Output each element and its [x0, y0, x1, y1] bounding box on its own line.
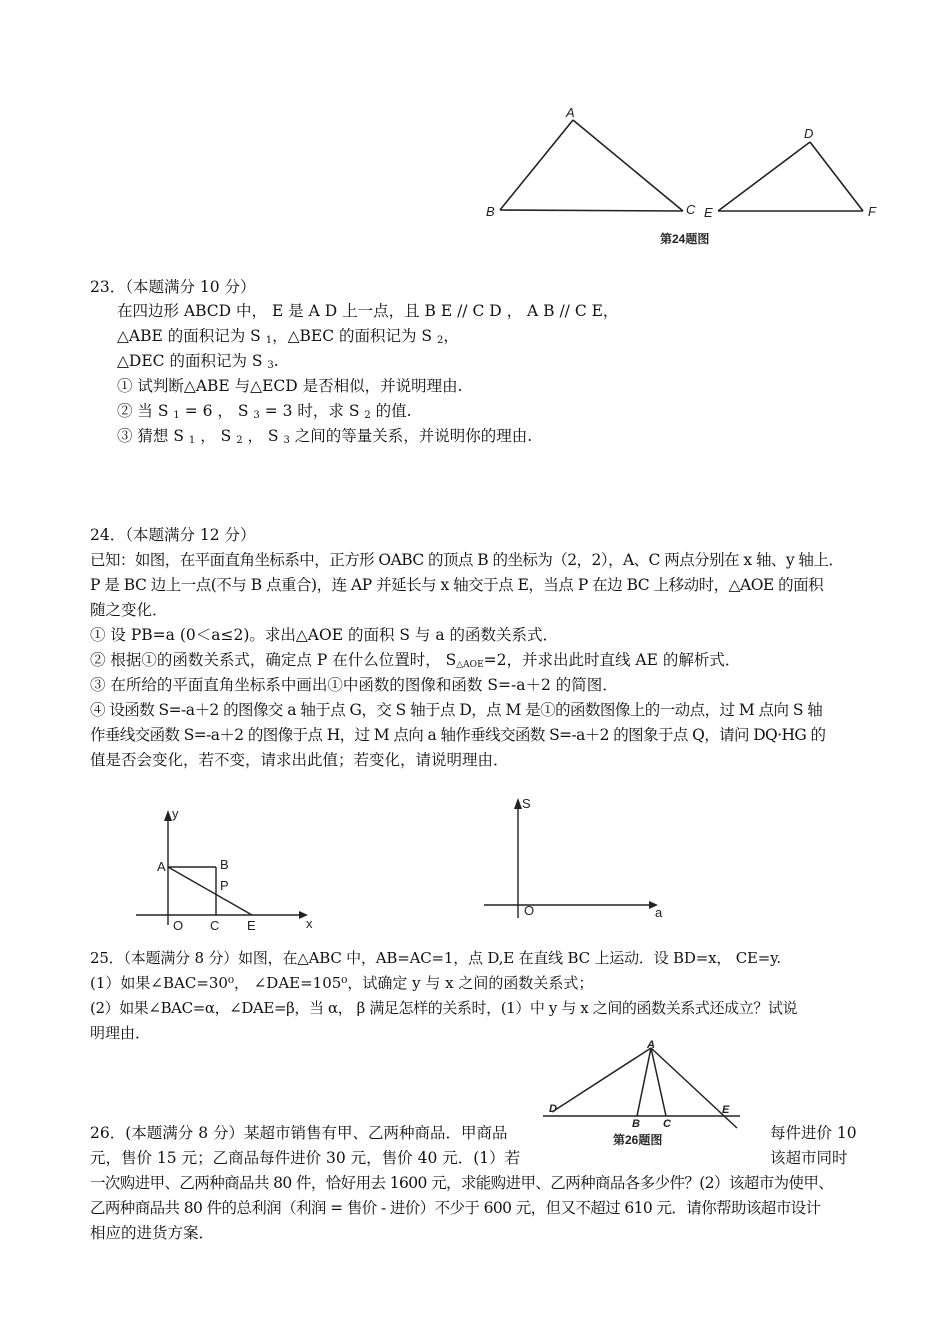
text: = 6 ， S [179, 402, 254, 420]
label-x: x [306, 916, 313, 931]
subscript: 3 [267, 360, 274, 371]
s-axis-arrow [514, 798, 522, 809]
label-b: B [632, 1118, 640, 1130]
text: ， [443, 327, 459, 345]
text: △DEC 的面积记为 S [117, 352, 268, 370]
q24-line-5 [90, 649, 870, 676]
label-p: P [220, 878, 229, 893]
q26-line-1a: 26．(本题满分 8 分）某超市销售有甲、乙两种商品．甲商品 [90, 1124, 508, 1142]
subscript: 2 [236, 435, 243, 446]
label-d: D [549, 1103, 557, 1115]
q24-line-7: ④ 设函数 S=-a＋2 的图像交 a 轴于点 G，交 S 轴于点 D，点 M 是①的函数图像上的一动点，过 M 点向 S 轴 [90, 701, 823, 719]
q23-line-2 [117, 325, 897, 352]
q24-line-8: 作垂线交函数 S=-a＋2 的图像于点 H，过 M 点向 a 轴作垂线交函数 S=-a＋2 的图象于点 Q，请问 DQ·HG 的 [90, 726, 826, 744]
subscript: 3 [253, 410, 260, 421]
label-a: A [647, 1039, 655, 1051]
q25-line-4: 明理由． [90, 1024, 151, 1042]
q24-line-9: 值是否会变化，若不变，请求出此值；若变化，请说明理由． [90, 751, 509, 769]
text: ，△BEC 的面积记为 S [272, 327, 437, 345]
label-a: A [566, 105, 575, 120]
triangles-figure [480, 98, 900, 258]
q24-line-4: ① 设 PB=a (0＜a≤2)。求出△AOE 的面积 S 与 a 的函数关系式． [90, 626, 559, 644]
label-e: E [722, 1104, 730, 1116]
q26-line-2a: 元，售价 15 元；乙商品每件进价 30 元，售价 40 元．(1）若 [90, 1149, 521, 1167]
subscript: 1 [188, 435, 196, 446]
label-a: a [655, 905, 663, 920]
text: ， S [195, 427, 237, 445]
q24-heading: 24．（本题满分 12 分） [90, 526, 256, 544]
text: 之间的等量关系，并说明你的理由. [289, 427, 533, 445]
edge-ac [573, 120, 683, 211]
subscript: 2 [436, 335, 444, 346]
subscript: △AOE [456, 660, 484, 670]
q24-line-1: 已知：如图，在平面直角坐标系中，正方形 OABC 的顶点 B 的坐标为（2，2），A、C 两点分别在 x 轴、y 轴上． [90, 551, 844, 569]
q24-line-2: P 是 BC 边上一点(不与 B 点重合)，连 AP 并延长与 x 轴交于点 E，当点 P 在边 BC 上移动时，△AOE 的面积 [90, 576, 824, 594]
label-y: y [172, 806, 179, 821]
text: = 3 时，求 S [259, 402, 365, 420]
subscript: 2 [364, 410, 371, 421]
subscript: 1 [265, 335, 273, 346]
text: ， S [242, 427, 284, 445]
s-a-axes [480, 790, 680, 925]
figure-caption: 第24题图 [660, 232, 710, 246]
q26-line-1b: 每件进价 10 [770, 1124, 857, 1142]
line-ae [168, 867, 252, 915]
q25-line-1: 25．（本题满分 8 分）如图，在△ABC 中，AB=AC=1，点 D,E 在直线 BC 上运动．设 BD=x， CE=y. [90, 949, 781, 967]
text: ③ 猜想 S [117, 427, 189, 445]
q25-line-3: (2）如果∠BAC=α，∠DAE=β，当 α， β 满足怎样的关系时，(1）中 y 与 x 之间的函数关系式还成立？试说 [90, 999, 798, 1017]
text: =2，并求出此时直线 AE 的解析式． [483, 651, 741, 669]
text: . [273, 352, 279, 370]
q23-line-6 [117, 425, 897, 452]
q23-heading: 23．（本题满分 10 分） [90, 278, 256, 296]
edge-bc [500, 210, 683, 211]
text: △ABE 的面积记为 S [117, 327, 266, 345]
label-a: A [157, 859, 166, 874]
edge-ab [500, 120, 573, 210]
label-b: B [220, 857, 229, 872]
line-ac [651, 1048, 666, 1116]
line-ad [552, 1048, 651, 1112]
text: ② 根据①的函数关系式，确定点 P 在什么位置时， S [90, 651, 457, 669]
q26-line-3: 一次购进甲、乙两种商品共 80 件，恰好用去 1600 元，求能购进甲、乙两种商品各多少件？(2）该超市为使甲、 [90, 1174, 834, 1192]
label-o: O [524, 903, 535, 918]
edge-df [810, 142, 863, 211]
subscript: 1 [173, 410, 180, 421]
label-b: B [486, 204, 495, 219]
q26-line-4: 乙两种商品共 80 件的总利润（利润 = 售价 - 进价）不少于 600 元，但又不超过 610 元．请你帮助该超市设计 [90, 1199, 821, 1217]
q23-line-5 [117, 400, 897, 427]
label-o: O [173, 918, 184, 933]
q23-line-1: 在四边形 ABCD 中， E 是 A D 上一点，且 B E // C D ， A B // C E， [117, 302, 619, 320]
label-s: S [522, 796, 531, 811]
triangle-line-figure [535, 1036, 755, 1146]
label-c: C [210, 918, 220, 933]
q25-line-2: (1）如果∠BAC=30⁰， ∠DAE=105⁰，试确定 y 与 x 之间的函数关系式； [90, 974, 594, 992]
label-e: E [247, 918, 256, 933]
subscript: 3 [283, 435, 290, 446]
coordinate-figure [130, 800, 330, 935]
q26-line-5: 相应的进货方案． [90, 1224, 215, 1242]
q23-line-3 [117, 350, 897, 377]
line-ab [637, 1048, 651, 1116]
q23-line-4: ① 试判断△ABE 与△ECD 是否相似，并说明理由. [117, 377, 463, 395]
q24-line-3: 随之变化． [90, 601, 168, 619]
label-f: F [868, 204, 876, 219]
label-d: D [804, 126, 814, 141]
edge-de [718, 142, 810, 211]
text: 的值. [370, 402, 412, 420]
label-c: C [686, 202, 696, 217]
q26-line-2b: 该超市同时 [770, 1149, 848, 1167]
q24-line-6: ③ 在所给的平面直角坐标系中画出①中函数的图像和函数 S=-a＋2 的简图． [90, 676, 618, 694]
y-axis-arrow [164, 810, 172, 821]
figure-caption: 第26题图 [613, 1133, 663, 1146]
label-c: C [663, 1118, 671, 1130]
label-e: E [704, 205, 713, 220]
text: ② 当 S [117, 402, 174, 420]
